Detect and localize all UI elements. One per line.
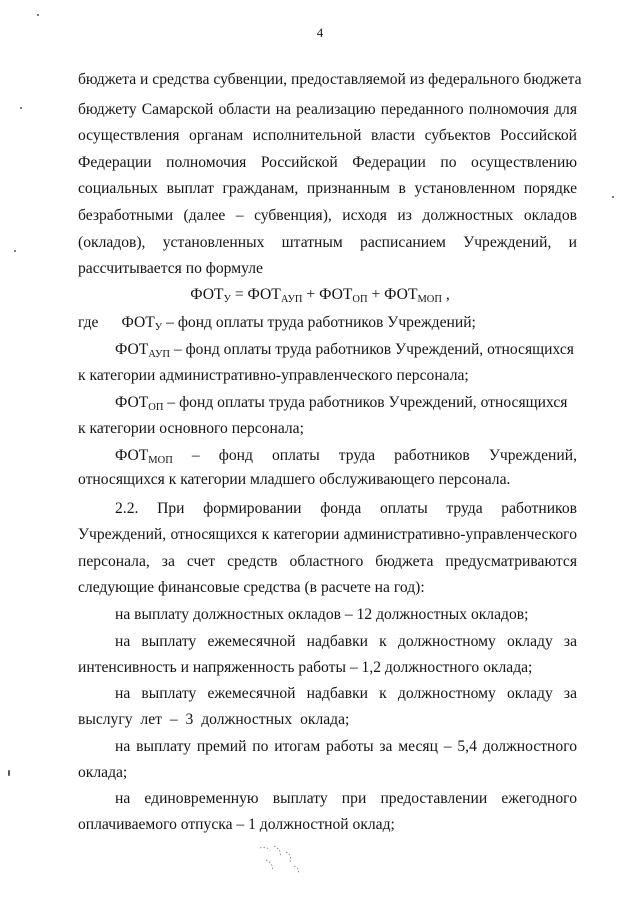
page-number: 4 — [316, 25, 324, 40]
list-item: оплачиваемого отпуска – 1 должностной оклад; — [78, 816, 395, 833]
list-item: на выплату ежемесячной надбавки к должностному окладу за — [115, 685, 577, 702]
scan-speck — [37, 14, 39, 16]
paragraph-line: рассчитывается по формуле — [78, 260, 263, 277]
formula-term: ФОТ — [247, 286, 281, 303]
paragraph-line: социальных выплат гражданам, признанным в установленном порядке — [78, 180, 577, 197]
paragraph-line: (окладов), установленных штатным расписанием Учреждений, и — [78, 234, 577, 251]
list-item: выслугу лет – 3 должностных оклада; — [78, 711, 350, 728]
section-line: следующие финансовые средства (в расчете на год): — [78, 579, 425, 596]
section-line: персонала, за счет средств областного бюджета предусматриваются — [78, 553, 577, 570]
paragraph-line: Федерации полномочия Российской Федерации по осуществлению — [78, 154, 577, 171]
definition-text: – фонд оплаты труда работников Учреждений, относящихся — [163, 394, 568, 411]
definition-text: – фонд оплаты труда работников Учреждений, — [172, 447, 577, 464]
formula-operator: = — [230, 286, 248, 303]
section-line: 2.2. При формировании фонда оплаты труда работников — [115, 500, 577, 517]
formula-term: ФОТ — [190, 286, 224, 303]
scan-speck — [14, 250, 16, 252]
paragraph-line: безработными (далее – субвенция), исходя из должностных окладов — [78, 207, 577, 224]
list-item: оклада; — [78, 764, 128, 781]
formula-operator: + — [302, 286, 320, 303]
definition-symbol: ФОТ — [115, 394, 149, 411]
formula-subscript: АУП — [280, 294, 303, 305]
definition-line — [115, 393, 577, 413]
formula-term: ФОТ — [319, 286, 353, 303]
definition-line: относящихся к категории младшего обслуживающего персонала. — [78, 471, 511, 488]
definition-text: – фонд оплаты труда работников Учреждений; — [162, 314, 476, 331]
definition-line — [78, 313, 577, 333]
formula-term: ФОТ — [384, 286, 418, 303]
definition-subscript: АУП — [148, 349, 170, 360]
formula-subscript: ОП — [352, 294, 368, 305]
list-item: на выплату премий по итогам работы за месяц – 5,4 должностного — [115, 738, 577, 755]
definition-subscript: У — [154, 322, 163, 333]
section-line: Учреждений, относящихся к категории административно-управленческого — [78, 526, 577, 543]
paragraph-line: бюджету Самарской области на реализацию переданного полномочия для — [78, 101, 577, 118]
definition-line — [115, 340, 577, 360]
formula-subscript: МОП — [417, 294, 442, 305]
paragraph-line: бюджета и средства субвенции, предоставляемой из федерального бюджета — [78, 71, 582, 88]
formula-operator: + — [367, 286, 385, 303]
definition-subscript: ОП — [148, 402, 164, 413]
formula-punctuation: , — [441, 286, 450, 303]
scan-speck — [8, 770, 10, 776]
paragraph-line: осуществления органам исполнительной власти субъектов Российской — [78, 127, 577, 144]
scan-smudge — [252, 840, 312, 880]
list-item: на выплату ежемесячной надбавки к должностному окладу за — [115, 633, 577, 650]
where-label: где — [78, 314, 99, 331]
list-item: интенсивность и напряженность работы – 1,2 должностного оклада; — [78, 659, 533, 676]
formula — [0, 285, 640, 305]
scan-speck — [20, 107, 22, 109]
definition-line — [115, 446, 577, 466]
formula-subscript: У — [223, 294, 231, 305]
definition-line: к категории административно-управленческого персонала; — [78, 367, 469, 384]
definition-line: к категории основного персонала; — [78, 420, 304, 437]
definition-subscript: МОП — [148, 455, 173, 466]
list-item: на выплату должностных окладов – 12 должностных окладов; — [115, 606, 529, 623]
definition-text: – фонд оплаты труда работников Учреждений, относящихся — [169, 341, 574, 358]
definition-symbol: ФОТ — [115, 447, 149, 464]
definition-symbol: ФОТ — [115, 341, 149, 358]
definition-symbol: ФОТ — [121, 314, 155, 331]
list-item: на единовременную выплату при предоставлении ежегодного — [115, 790, 577, 807]
scan-speck — [612, 196, 614, 198]
